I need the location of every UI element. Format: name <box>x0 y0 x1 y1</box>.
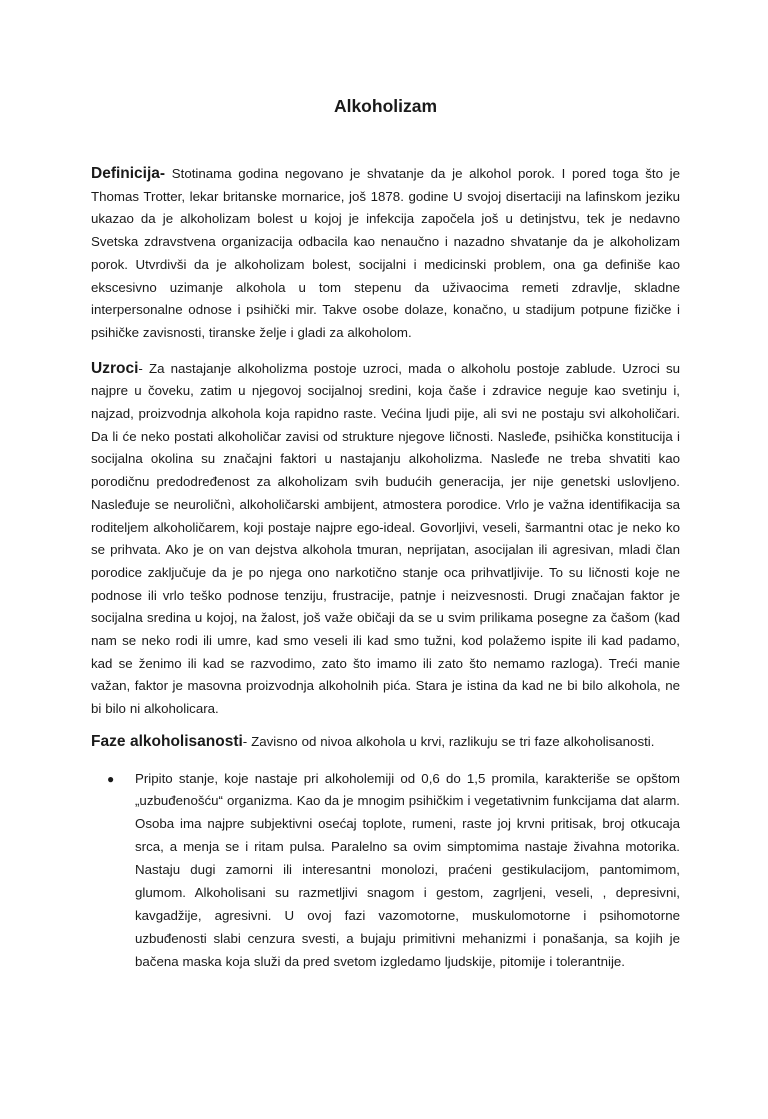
definition-text: Stotinama godina negovano je shvatanje da je alkohol porok. I pored toga što je Thomas Trotter, lekar britanske mornarice, još 1878. godine U svojoj disertaciji na lafinskom jeziku ukazao da je alkoholizam bolest u kojoj je infekcija započela još u detinjstvu, tek je nedavno Svetska zdravstvena organizacija odbacila kao nenaučno i nazadno shvatanje da je alkoholizam porok. Utvrdivši da je alkoholizam bolest, socijalni i medicinski problem, ona ga definiše kao ekscesivno uzimanje alkohola u tom stepenu da uživaocima remeti zdravlje, skladne interpersonalne odnose i psihički mir. Takve osobe dolaze, konačno, u stadijum potpune fizičke i psihičke zavisnosti, tiranske želje i gladi za alkoholom. <box>91 166 680 340</box>
causes-paragraph <box>91 358 680 721</box>
list-item <box>107 768 680 974</box>
definition-heading: Definicija- <box>91 165 166 182</box>
phases-list <box>91 768 680 974</box>
document-title: Alkoholizam <box>333 96 438 116</box>
list-item-text: Pripito stanje, koje nastaje pri alkoholemiji od 0,6 do 1,5 promila, karakteriše se opštom „uzbuđenošću“ organizma. Kao da je mnogim psihičkim i vegetativnim funkcijama dat alarm. Osoba ima najpre subjektivni osećaj toplote, rumeni, raste joj krvni pritisak, broj otkucaja srca, a menja se i ritam pulsa. Paralelno sa ovim simptomima nastaje živahna motorika. Nastaju dugi zamorni ili interesantni monolozi, praćeni gestikulacijom, pantomimom, glumom. Alkoholisani su razmetljivi snagom i gestom, zagrljeni, veseli, , depresivni, kavgadžije, agresivni. U ovoj fazi vazomotorne, muskulomotorne i psihomotorne uzbuđenosti slabi cenzura svesti, a bujaju primitivni mehanizmi i ponašanja, sa kojih je bačena maska koja služi da pred svetom izgledamo ljudskije, pitomije i tolerantnije. <box>135 770 680 969</box>
causes-text: - Za nastajanje alkoholizma postoje uzroci, mada o alkoholu postoje zablude. Uzroci su najpre u čoveku, zatim u njegovoj socijalnoj sredini, koja čaše i zdravice neguje kao svetinju i, najzad, proizvodnja alkohola koja rapidno raste. Većina ljudi pije, ali svi ne postaju svi alkoholičari. Da li će neko postati alkoholičar zavisi od strukture njegove ličnosti. Nasleđe, psihička konstitucija i socijalna okolina su značajni faktori u nastajanju alkoholizma. Nasleđe ne treba shvatiti kao porodičnu predodređenost za alkoholizam svih budućih generacija, jer nije genetski uslovljeno. Nasleđuje se neuroličnì, alkoholičarski ambijent, atmostera porodice. Vrlo je važna identifikacija sa roditeljem alkoholičarem, koji postaje najpre ego-ideal. Govorljivi, veseli, šarmantni otac je neko ko se prihvata. Ako je on van dejstva alkohola tmuran, neprijatan, asocijalan ili agresivan, mladi član porodice zaključuje da je po njega ono narkotično stanje oca prihvatljivije. To su ličnosti koje ne podnose ili vrlo teško podnose tenziju, frustracije, patnje i neizvesnosti. Drugi značajan faktor je socijalna sredina u kojoj, na žalost, još važe običaji da se u svim prilikama posegne za čašom (kad nam se neko rodi ili umre, kad smo veseli ili kad smo tužni, kod polažemo ispite ili kad padamo, kad se ženimo ili kad se razvodimo, zato što imamo ili zato što nemamo razloga). Treći manie važan, faktor je masovna proizvodnja alkoholnih pića. Stara je istina da kad ne bi bilo alkohola, ne bi bilo ni alkoholicara. <box>91 360 680 717</box>
phases-paragraph <box>91 731 680 754</box>
definition-paragraph <box>91 163 680 345</box>
document-page <box>0 95 768 1119</box>
bullet-icon: ● <box>107 771 115 786</box>
phases-heading: Faze alkoholisanosti <box>91 732 243 750</box>
causes-heading: Uzroci <box>91 359 139 377</box>
phases-text: - Zavisno od nivoa alkohola u krvi, razlikuju se tri faze alkoholisanosti. <box>242 733 655 749</box>
